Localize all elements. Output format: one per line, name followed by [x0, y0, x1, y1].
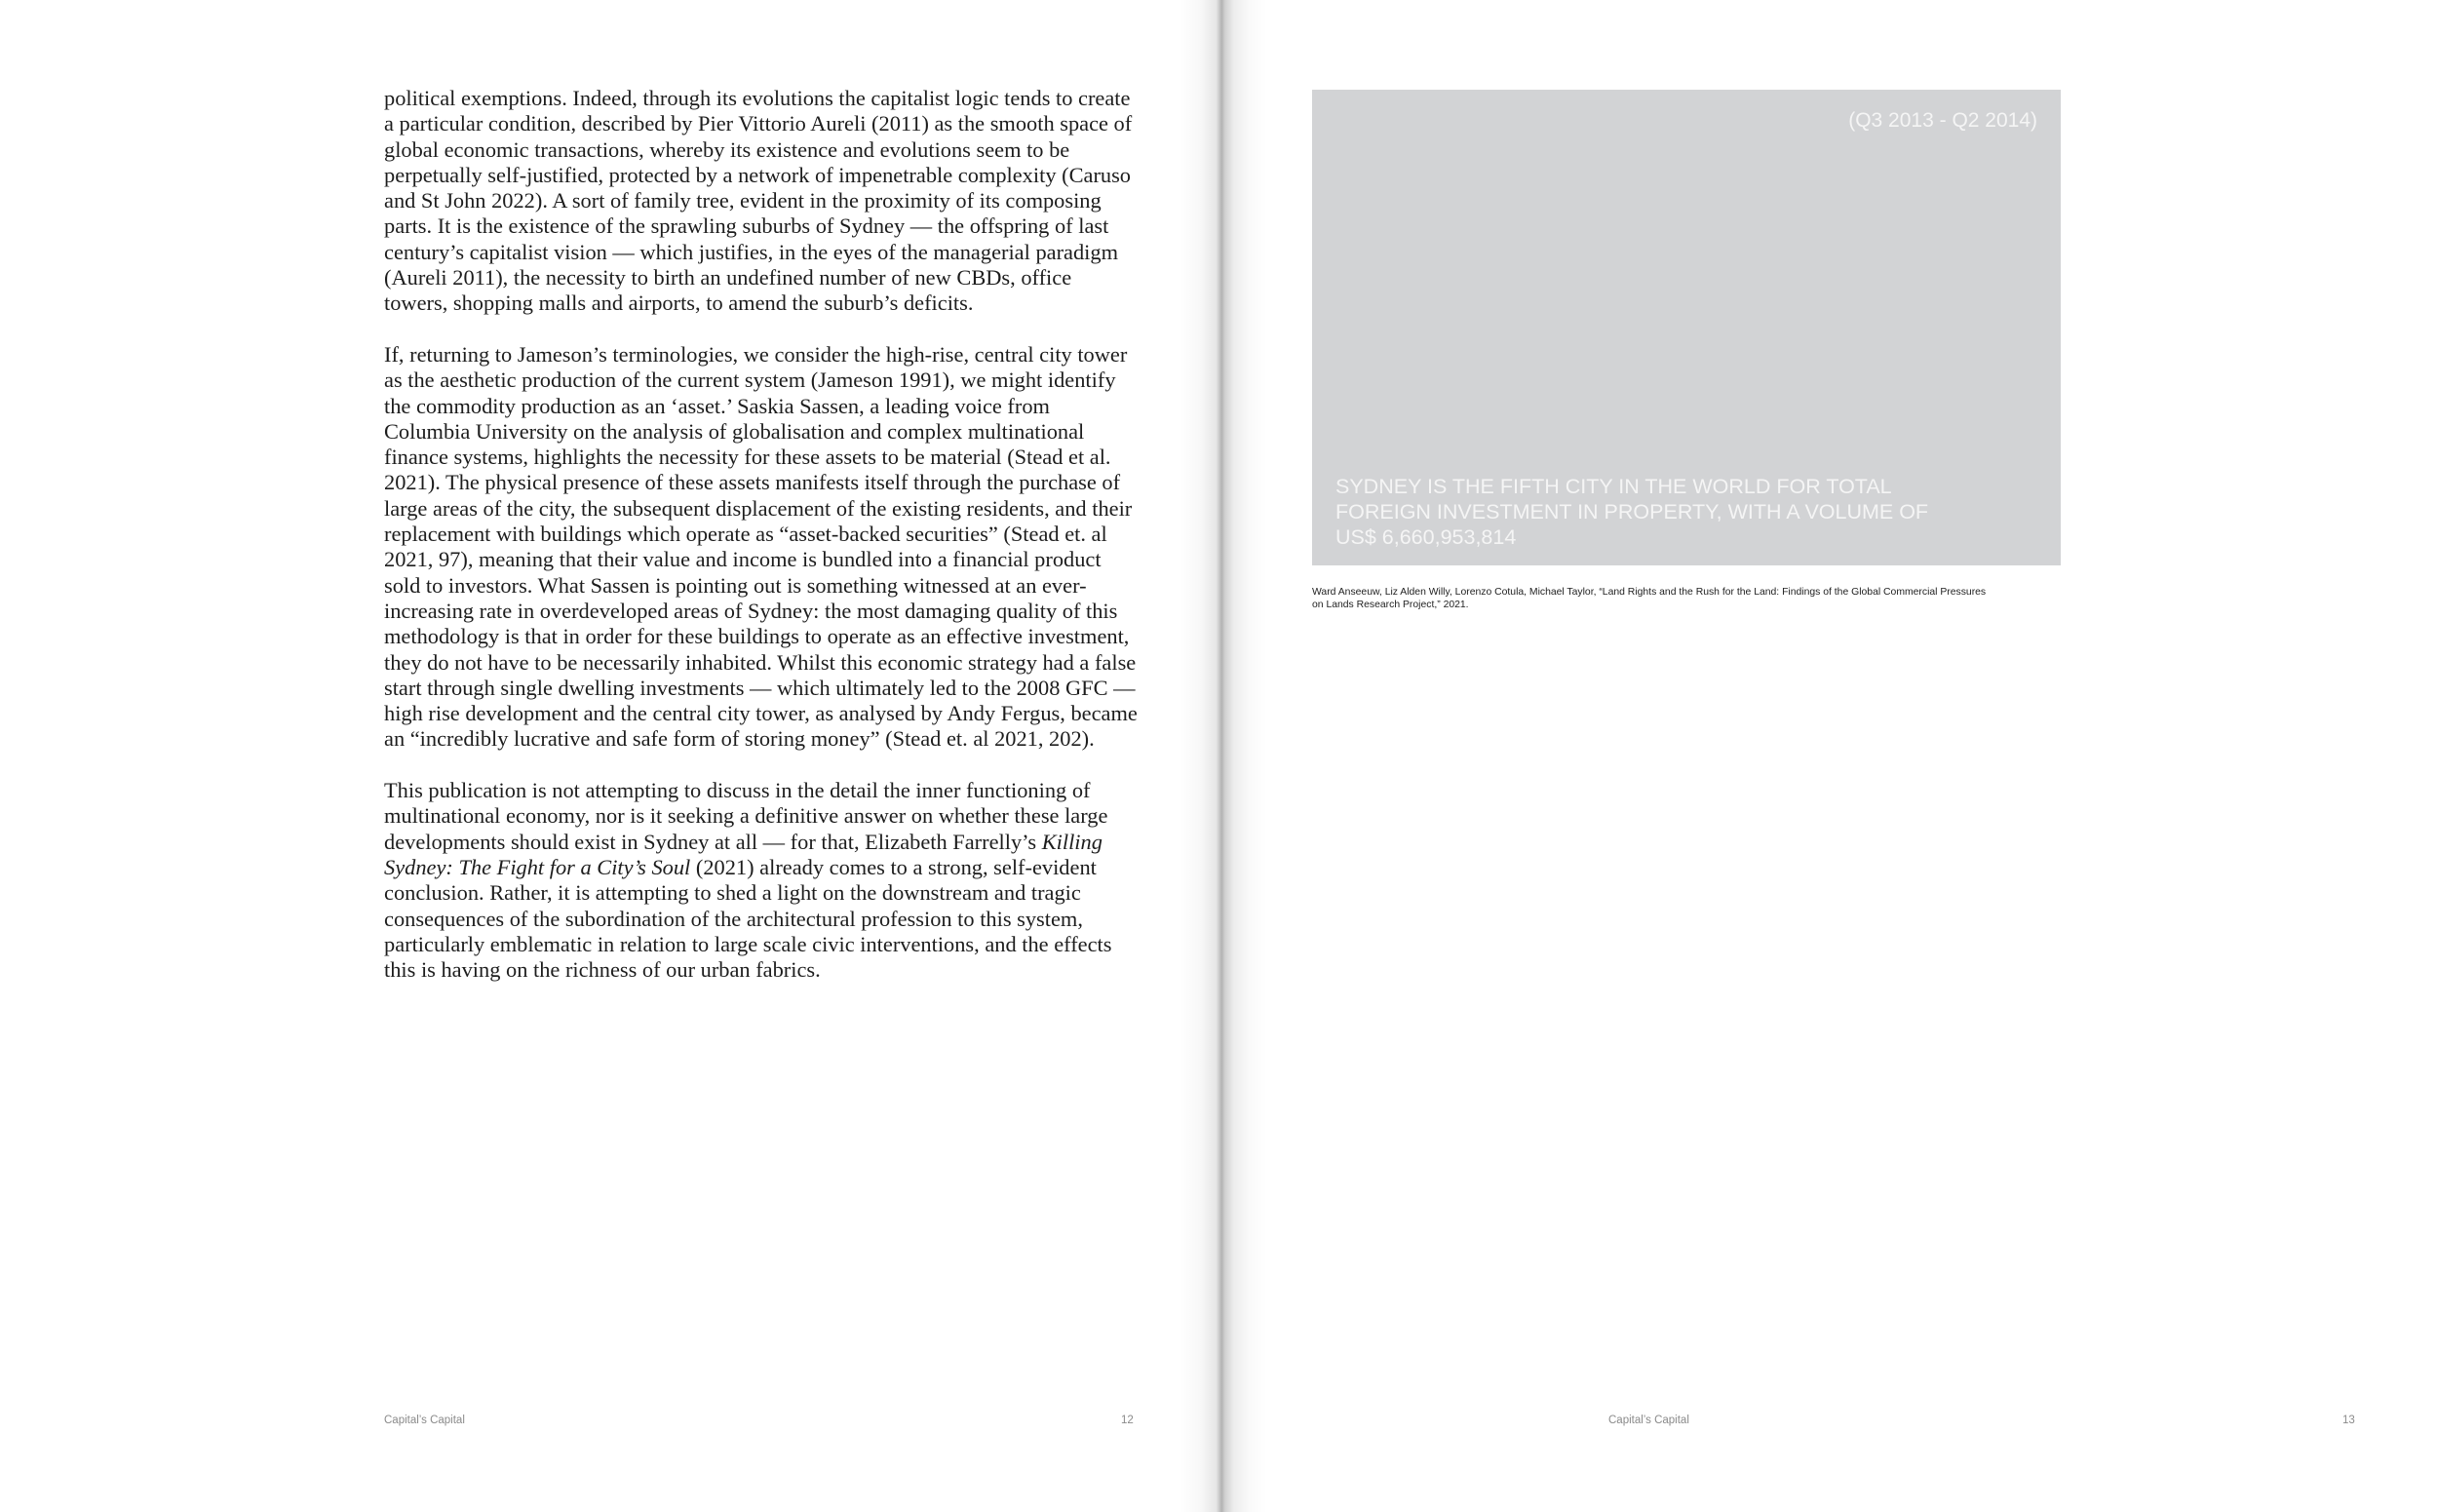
- statistic-panel: [1312, 90, 2061, 565]
- figure-caption: [1312, 586, 2072, 611]
- figure-caption-line: Ward Anseeuw, Liz Alden Willy, Lorenzo Cotula, Michael Taylor, “Land Rights and the Rush for the Land: Findings of the Global Commercial Pressures: [1312, 587, 1987, 598]
- statistic-headline-line: SYDNEY IS THE FIFTH CITY IN THE WORLD FOR TOTAL: [1335, 475, 1892, 498]
- left-page: [0, 0, 1218, 1512]
- body-text: [384, 86, 1140, 1009]
- running-footer-title: Capital’s Capital: [384, 1415, 465, 1426]
- running-footer-title: Capital’s Capital: [1608, 1415, 1689, 1426]
- text-run: political exemptions. Indeed, through its evolutions the capitalist logic tends to create a particular condition, described by Pier Vittorio Aureli (2011) as the smooth space of global economic transactions, whereby its existence and evolutions seem to be perpetually self-justified, protected by a network of impenetrable complexity (Caruso and St John 2022). A sort of family tree, evident in the proximity of its composing parts. It is the existence of the sprawling suburbs of Sydney — the offspring of last century’s capitalist vision — which justifies, in the eyes of the managerial paradigm (Aureli 2011), the necessity to birth an undefined number of new CBDs, office towers, shopping malls and airports, to amend the suburb’s deficits.: [384, 86, 1133, 316]
- statistic-headline-line: US$ 6,660,953,814: [1335, 525, 1517, 549]
- figure-caption-line: on Lands Research Project,” 2021.: [1312, 600, 1469, 610]
- statistic-period: (Q3 2013 - Q2 2014): [1848, 109, 2037, 132]
- page-number: 13: [2342, 1415, 2355, 1426]
- text-run: (2021) already comes to a strong, self-evident conclusion. Rather, it is attempting to shed a light on the downstream and tragic consequences of the subordination of the architectural profession to this system, particularly emblematic in relation to large scale civic interventions, and the effects this is having on the richness of our urban fabrics.: [384, 854, 1112, 983]
- paragraph-2: [384, 342, 1140, 753]
- page-number: 12: [1121, 1415, 1134, 1426]
- statistic-headline: [1335, 474, 1959, 550]
- paragraph-3: [384, 778, 1140, 983]
- book-title-italic: Killing Sydney: The Fight for a City’s Soul: [384, 829, 1102, 879]
- paragraph-1: [384, 86, 1140, 317]
- statistic-headline-line: FOREIGN INVESTMENT IN PROPERTY, WITH A VOLUME OF: [1335, 500, 1929, 523]
- right-page: [1218, 0, 2437, 1512]
- text-run: If, returning to Jameson’s terminologies, we consider the high-rise, central city tower as the aesthetic production of the current system (Jameson 1991), we might identify the commodity production as an ‘asset.’ Saskia Sassen, a leading voice from Columbia University on the analysis of globalisation and complex multinational finance systems, highlights the necessity for these assets to be material (Stead et al. 2021). The physical presence of these assets manifests itself through the purchase of large areas of the city, the subsequent displacement of the existing residents, and their replacement with buildings which operate as “asset-backed securities” (Stead et. al 2021, 97), meaning that their value and income is bundled into a financial product sold to investors. What Sassen is pointing out is something witnessed at an ever-increasing rate in overdeveloped areas of Sydney: the most damaging quality of this methodology is that in order for these buildings to operate as an effective investment, they do not have to be necessarily inhabited. Whilst this economic strategy had a false start through single dwelling investments — which ultimately led to the 2008 GFC — high rise development and the central city tower, as analysed by Andy Fergus, became an “incredibly lucrative and safe form of storing money” (Stead et. al 2021, 202).: [384, 341, 1138, 752]
- text-run: This publication is not attempting to discuss in the detail the inner functioning of multinational economy, nor is it seeking a definitive answer on whether these large developments should exist in Sydney at all — for that, Elizabeth Farrelly’s: [384, 778, 1108, 854]
